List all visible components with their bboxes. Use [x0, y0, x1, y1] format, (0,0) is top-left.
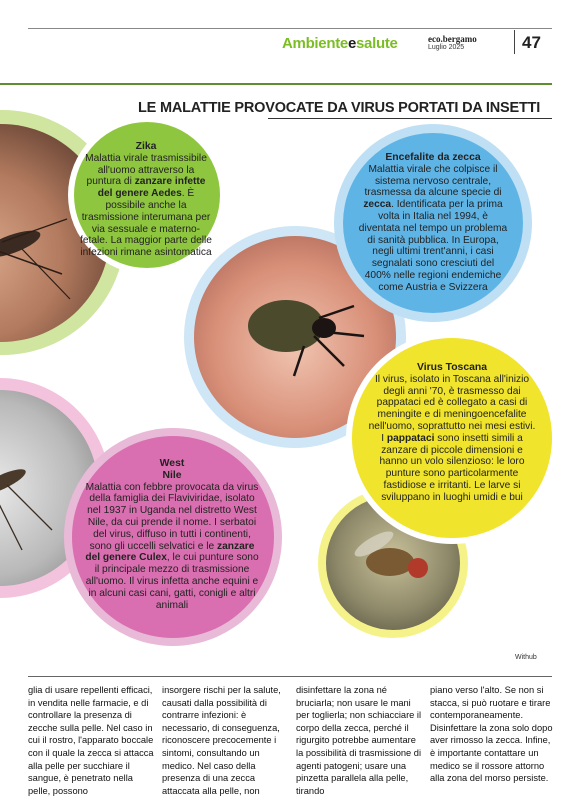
- zika-body-1: Malattia virale trasmissibile all'uomo attraverso la puntura di: [85, 152, 207, 188]
- toscana-title: Virus Toscana: [416, 362, 488, 373]
- article-column-1: glia di usare repellenti efficaci, in vendita nelle farmacie, e di controllare la presenza di zecche sulla pelle. Nel caso in cui il rostro, l'apparato boccale con il quale la zecca si attacca alla pelle per succhiare il sangue, è penetrato nella pelle, possono: [28, 685, 154, 796]
- article-column-4: piano verso l'alto. Se non si stacca, si può ruotare e tirare contemporaneamente. Disinfettare la zona solo dopo aver rimosso la zecca. Infine, è importante contattare un medico se il rossore attorno alla zona del morso persiste.: [430, 685, 553, 784]
- article-column-3: disinfettare la zona né bruciarla; non usare le mani per toglierla; non schiacciare il corpo della zecca, perché il rigurgito potrebbe aumentare la possibilità di trasmissione di agenti patogeni; usare una pinzetta parallela alla pelle, tirando: [296, 685, 422, 796]
- section-title-green: Ambiente: [282, 35, 348, 52]
- westnile-title-line1: West: [159, 458, 185, 469]
- westnile-body-2: , le cui punture sono il principale mezzo di trasmissione all'uomo. Il virus infetta anche equini e in alcuni casi cani, gatti, conigli e altri animali: [85, 552, 259, 611]
- article-column-2: insorgere rischi per la salute, causati dalla possibilità di contrarre infezioni: è necessario, di conseguenza, riconoscere precocemente i sintomi, consultando un medico. Nel caso della presenza di una zecca attaccata alla pelle, non: [162, 685, 281, 796]
- header-divider: [514, 30, 515, 54]
- toscana-text: [366, 362, 538, 504]
- issue-date: Luglio 2025: [428, 44, 465, 51]
- toscana-body-1: Il virus, isolato in Toscana all'inizio degli anni '70, è trasmesso dai pappataci ed è collegato a casi di meningite e di meningoencefalite nell'uomo, soprattutto nei mesi estivi. I: [368, 373, 536, 444]
- bottom-rule: [28, 676, 552, 677]
- photo-credit: Withub: [515, 654, 537, 661]
- westnile-body-1: Malattia con febbre provocata da virus della famiglia dei Flaviviridae, isolato nel 1937 in Uganda nel distretto West Nile, da cui prende il nome. I serbatoi del virus, diffuso in tutti i continenti, sono gli uccelli selvatici e le: [85, 481, 259, 552]
- masthead: eco.bergamo: [428, 34, 477, 44]
- headline: LE MALATTIE PROVOCATE DA VIRUS PORTATI DA INSETTI: [138, 100, 541, 116]
- section-title-green-2: salute: [356, 35, 398, 52]
- zika-body-bold: zanzare infette del genere Aedes: [97, 176, 206, 200]
- section-title-black: e: [347, 35, 356, 52]
- encefalite-body-2: . Identificata per la prima volta in Italia nel 1994, è diventata nel tempo un problema di sanità pubblica. In Europa, negli ultimi trent'anni, i casi segnalati sono cresciuti del 400% nelle regioni endemiche come Austria e Svizzera: [358, 199, 508, 293]
- zika-title: Zika: [135, 141, 157, 152]
- page-number: 47: [522, 33, 541, 52]
- toscana-body-bold: pappataci: [386, 432, 435, 444]
- toscana-body-2: sono insetti simili a zanzare di piccole dimensioni e hanno un volo silenzioso: le loro punture sono particolarmente fastidiose e irritanti. Le larve si sviluppano in luoghi umidi e bui: [379, 432, 525, 503]
- encefalite-body-1: Malattia virale che colpisce il sistema nervoso centrale, trasmessa da alcune specie di: [364, 163, 502, 199]
- zika-body-2: . È possibile anche la trasmissione interumana per via sessuale e materno-fetale. La maggior parte delle infezioni rimane asintomatica: [80, 188, 212, 259]
- westnile-body-bold: zanzare del genere Culex: [85, 540, 255, 564]
- zika-text: [80, 141, 212, 259]
- top-rule: [28, 28, 552, 29]
- headline-rule: [268, 118, 552, 119]
- section-rule: [0, 83, 552, 85]
- encefalite-text: [358, 152, 508, 294]
- encefalite-body-bold: zecca: [363, 199, 392, 211]
- westnile-text: [82, 458, 262, 611]
- encefalite-title: Encefalite da zecca: [385, 152, 481, 163]
- westnile-title-line2: Nile: [162, 469, 182, 481]
- section-title: [282, 35, 398, 52]
